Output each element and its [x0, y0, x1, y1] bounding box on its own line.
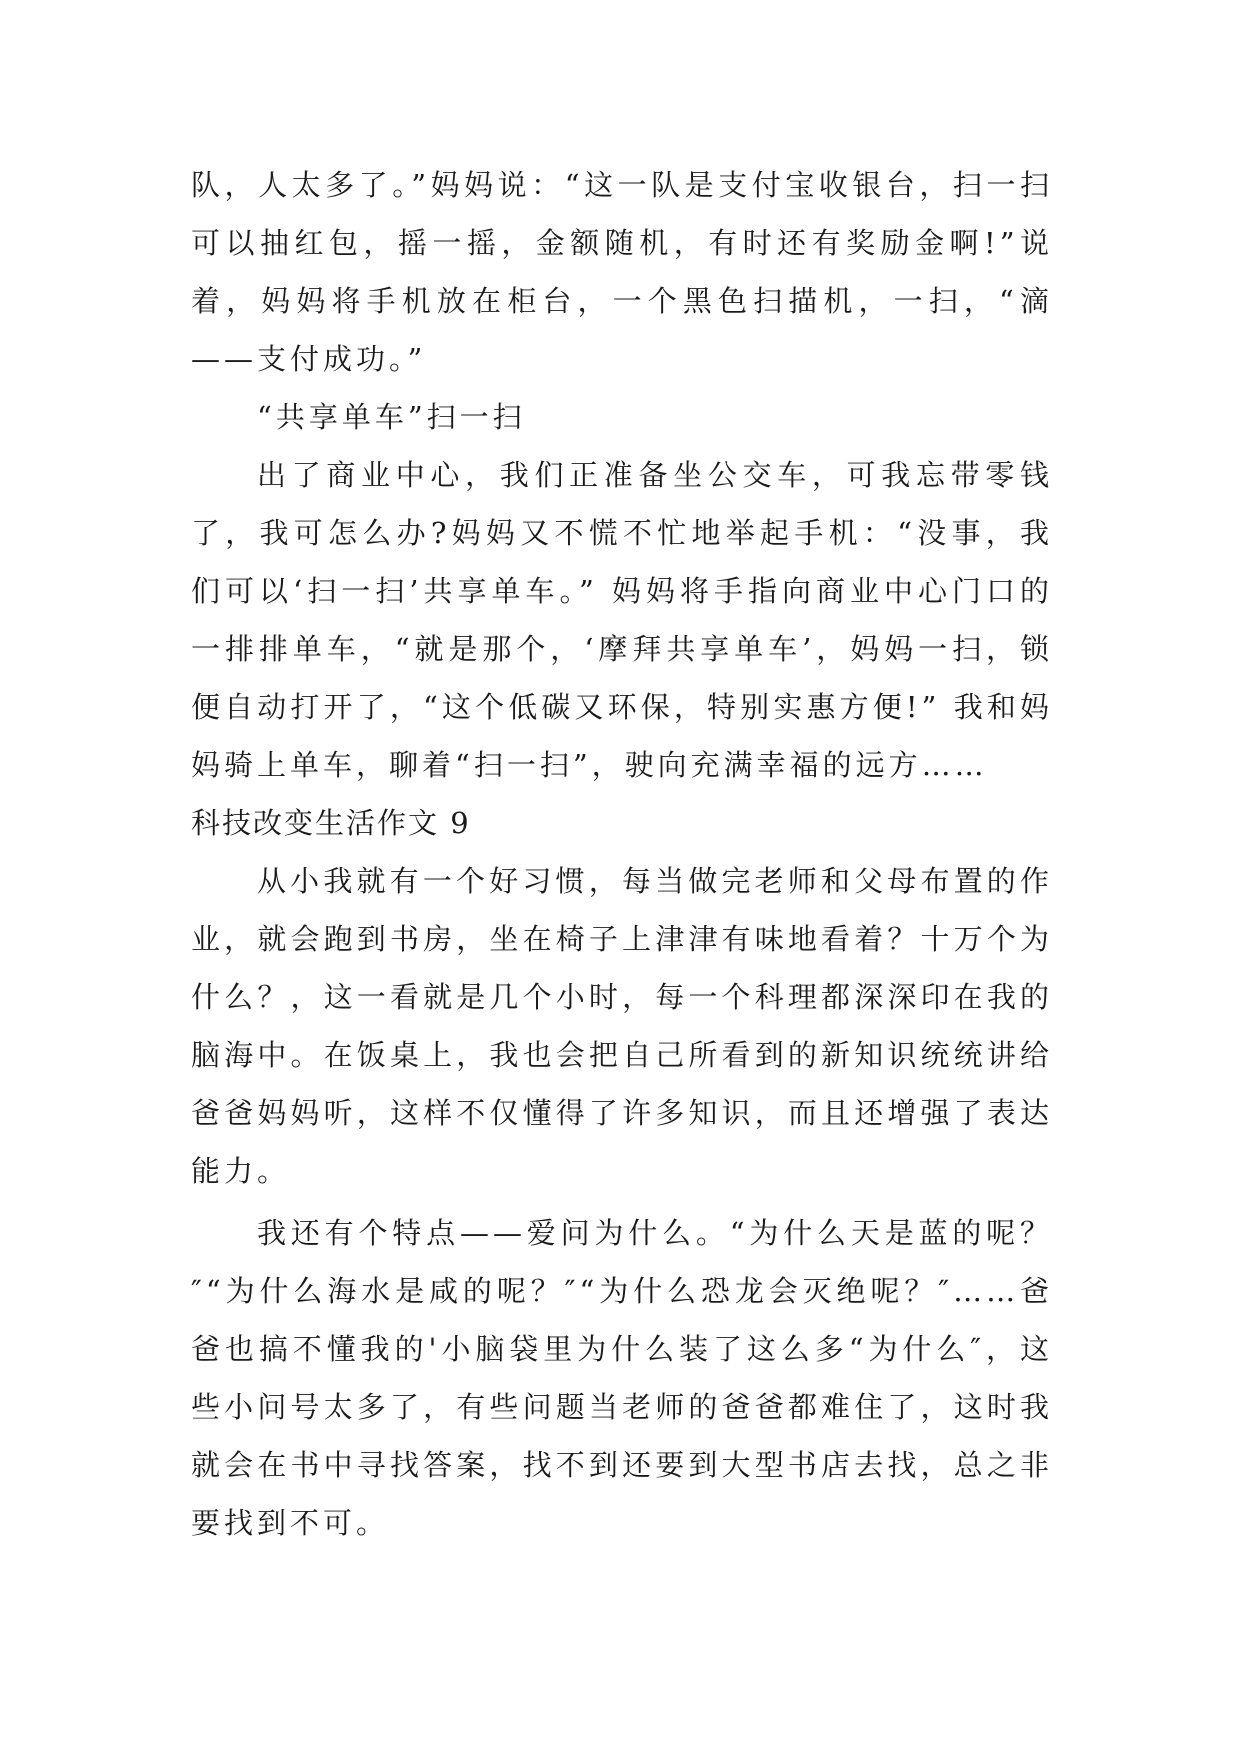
paragraph-shared-bike: 出了商业中心，我们正准备坐公交车，可我忘带零钱了，我可怎么办?妈妈又不慌不忙地举起手机：“没事，我们可以‘扫一扫’共享单车。” 妈妈将手指向商业中心门口的一排排单车，“就是那个，‘摩拜共享单车’，妈妈一扫，锁便自动打开了，“这个低碳又环保，特别实惠方便!” 我和妈妈骑上单车，聊着“扫一扫”，驶向充满幸福的远方……: [191, 458, 1053, 782]
paragraph-asking-why: 我还有个特点——爱问为什么。“为什么天是蓝的呢？″“为什么海水是咸的呢？″“为什么恐龙会灭绝呢？″……爸爸也搞不懂我的'小脑袋里为什么装了这么多“为什么″，这些小问号太多了，有些问题当老师的爸爸都难住了，这时我就会在书中寻找答案，找不到还要到大型书店去找，总之非要找到不可。: [191, 1216, 1053, 1540]
body-text: [191, 156, 1053, 1552]
subheading-shared-bike: “共享单车”扫一扫: [257, 400, 526, 434]
paragraph-reading-habit: 从小我就有一个好习惯，每当做完老师和父母布置的作业，就会跑到书房，坐在椅子上津津有味地看着？十万个为什么？，这一看就是几个小时，每一个科理都深深印在我的脑海中。在饭桌上，我也会把自己所看到的新知识统统讲给爸爸妈妈听，这样不仅懂得了许多知识，而且还增强了表达能力。: [191, 864, 1053, 1188]
essay-title: 科技改变生活作文 9: [191, 806, 471, 840]
paragraph-checkout-scan: 队，人太多了。”妈妈说：“这一队是支付宝收银台，扫一扫可以抽红包，摇一摇，金额随机，有时还有奖励金啊!”说着，妈妈将手机放在柜台，一个黑色扫描机，一扫，“滴——支付成功。”: [191, 168, 1053, 376]
